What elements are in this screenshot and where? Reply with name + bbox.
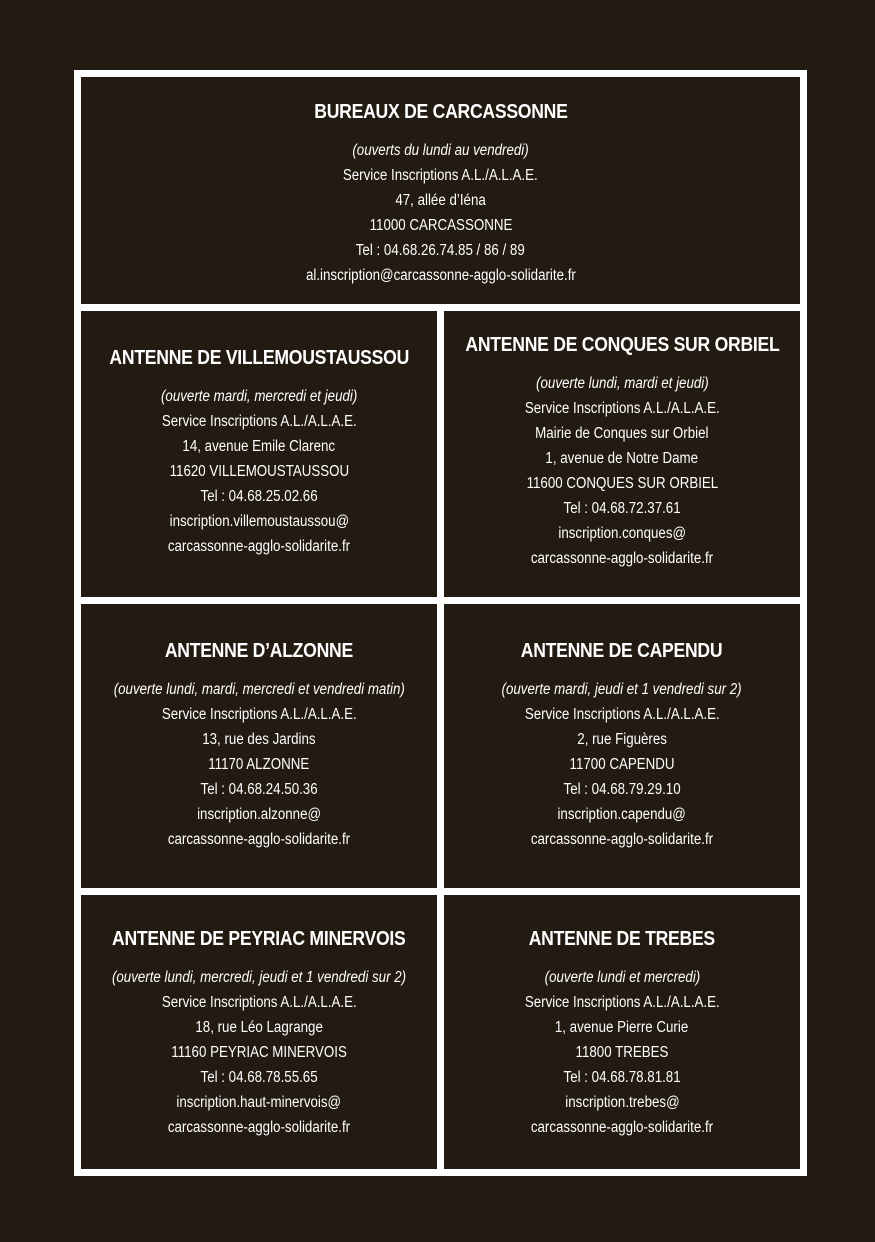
- office-address-line: 11600 CONQUES SUR ORBIEL: [526, 475, 718, 492]
- office-email[interactable]: carcassonne-agglo-solidarite.fr: [530, 1119, 714, 1136]
- office-title: ANTENNE DE PEYRIAC MINERVOIS: [112, 928, 406, 950]
- office-service: Service Inscriptions A.L./A.L.A.E.: [524, 706, 720, 723]
- office-address-line: 11700 CAPENDU: [569, 756, 675, 773]
- office-phone: Tel : 04.68.79.29.10: [563, 781, 681, 798]
- office-email[interactable]: carcassonne-agglo-solidarite.fr: [167, 1119, 351, 1136]
- office-alzonne: [81, 604, 437, 888]
- office-service: Service Inscriptions A.L./A.L.A.E.: [524, 994, 720, 1011]
- office-service: Service Inscriptions A.L./A.L.A.E.: [161, 413, 357, 430]
- office-address-line: 11000 CARCASSONNE: [369, 217, 512, 234]
- office-email[interactable]: inscription.villemoustaussou@: [169, 513, 349, 530]
- office-email[interactable]: carcassonne-agglo-solidarite.fr: [530, 831, 714, 848]
- office-title: BUREAUX DE CARCASSONNE: [313, 101, 568, 123]
- office-hours: (ouverte mardi, jeudi et 1 vendredi sur 2): [501, 681, 743, 698]
- office-conques: [444, 311, 800, 597]
- office-email[interactable]: carcassonne-agglo-solidarite.fr: [167, 831, 351, 848]
- office-phone: Tel : 04.68.26.74.85 / 86 / 89: [356, 242, 525, 259]
- office-phone: Tel : 04.68.25.02.66: [200, 488, 318, 505]
- office-address-line: 1, avenue Pierre Curie: [555, 1019, 689, 1036]
- office-service: Service Inscriptions A.L./A.L.A.E.: [343, 167, 538, 184]
- office-address-line: 2, rue Figuères: [577, 731, 667, 748]
- office-carcassonne: [81, 77, 800, 304]
- office-email[interactable]: inscription.haut-minervois@: [176, 1094, 342, 1111]
- office-email[interactable]: inscription.conques@: [558, 525, 686, 542]
- office-address-line: 14, avenue Emile Clarenc: [182, 438, 336, 455]
- office-hours: (ouverte lundi, mardi et jeudi): [535, 375, 709, 392]
- office-service: Service Inscriptions A.L./A.L.A.E.: [524, 400, 720, 417]
- office-phone: Tel : 04.68.24.50.36: [200, 781, 318, 798]
- office-title: ANTENNE DE CAPENDU: [521, 640, 723, 662]
- office-email[interactable]: carcassonne-agglo-solidarite.fr: [167, 538, 351, 555]
- office-title: ANTENNE D’ALZONNE: [164, 640, 354, 662]
- office-email[interactable]: inscription.trebes@: [564, 1094, 680, 1111]
- office-address-line: 11620 VILLEMOUSTAUSSOU: [169, 463, 349, 480]
- office-title: ANTENNE DE VILLEMOUSTAUSSOU: [109, 347, 409, 369]
- office-title: ANTENNE DE TREBES: [528, 928, 716, 950]
- office-email[interactable]: carcassonne-agglo-solidarite.fr: [530, 550, 714, 567]
- office-email[interactable]: inscription.alzonne@: [197, 806, 321, 823]
- office-hours: (ouverte lundi, mercredi, jeudi et 1 vendredi sur 2): [111, 969, 407, 986]
- office-address-line: 11160 PEYRIAC MINERVOIS: [171, 1044, 347, 1061]
- office-service: Service Inscriptions A.L./A.L.A.E.: [161, 706, 357, 723]
- office-address-line: 13, rue des Jardins: [202, 731, 316, 748]
- office-email[interactable]: al.inscription@carcassonne-agglo-solidarite.fr: [305, 267, 576, 284]
- office-address-line: Mairie de Conques sur Orbiel: [535, 425, 709, 442]
- office-hours: (ouverte mardi, mercredi et jeudi): [160, 388, 358, 405]
- office-address-line: 18, rue Léo Lagrange: [195, 1019, 323, 1036]
- office-capendu: [444, 604, 800, 888]
- office-phone: Tel : 04.68.72.37.61: [563, 500, 681, 517]
- office-address-line: 1, avenue de Notre Dame: [545, 450, 699, 467]
- office-email[interactable]: inscription.capendu@: [557, 806, 687, 823]
- office-address-line: 11800 TREBES: [575, 1044, 669, 1061]
- office-hours: (ouverte lundi, mardi, mercredi et vendredi matin): [113, 681, 405, 698]
- office-trebes: [444, 895, 800, 1169]
- office-title: ANTENNE DE CONQUES SUR ORBIEL: [464, 334, 780, 356]
- office-address-line: 47, allée d’Iéna: [395, 192, 486, 209]
- office-service: Service Inscriptions A.L./A.L.A.E.: [161, 994, 357, 1011]
- office-hours: (ouverte lundi et mercredi): [544, 969, 700, 986]
- office-peyriac-minervois: [81, 895, 437, 1169]
- office-phone: Tel : 04.68.78.55.65: [200, 1069, 318, 1086]
- office-address-line: 11170 ALZONNE: [208, 756, 310, 773]
- office-phone: Tel : 04.68.78.81.81: [563, 1069, 681, 1086]
- office-villemoustaussou: [81, 311, 437, 597]
- offices-grid: [74, 70, 807, 1176]
- office-hours: (ouverts du lundi au vendredi): [352, 142, 529, 159]
